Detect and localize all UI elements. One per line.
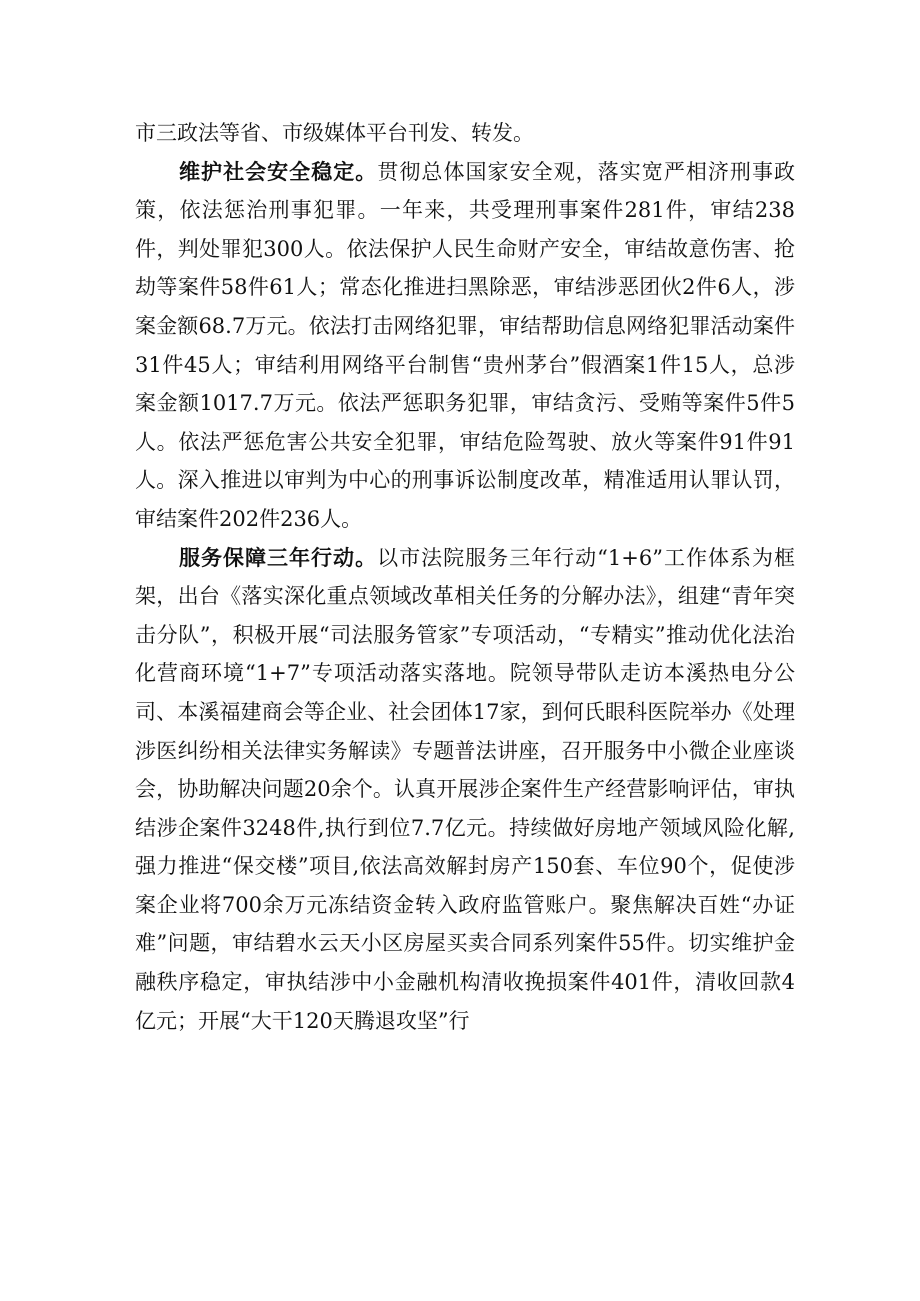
paragraph-text: 市三政法等省、市级媒体平台刊发、转发。 <box>135 121 534 145</box>
paragraph-continuation <box>135 114 795 153</box>
paragraph-heading: 维护社会安全稳定。 <box>179 159 378 184</box>
document-body <box>135 114 795 1040</box>
paragraph-text: 贯彻总体国家安全观，落实宽严相济刑事政策，依法惩治刑事犯罪。一年来，共受理刑事案件281件，审结238件，判处罪犯300人。依法保护人民生命财产安全，审结故意伤害、抢劫等案件58件61人；常态化推进扫黑除恶，审结涉恶团伙2件6人，涉案金额68.7万元。依法打击网络犯罪，审结帮助信息网络犯罪活动案件31件45人；审结利用网络平台制售“贵州茅台”假酒案1件15人，总涉案金额1017.7万元。依法严惩职务犯罪，审结贪污、受贿等案件5件5人。依法严惩危害公共安全犯罪，审结危险驾驶、放火等案件91件91人。深入推进以审判为中心的刑事诉讼制度改革，精准适用认罪认罚，审结案件202件236人。 <box>135 159 796 531</box>
paragraph-text: 以市法院服务三年行动“1+6”工作体系为框架，出台《落实深化重点领域改革相关任务的分解办法》，组建“青年突击分队”，积极开展“司法服务管家”专项活动，“专精实”推动优化法治化营商环境“1+7”专项活动落实落地。院领导带队走访本溪热电分公司、本溪福建商会等企业、社会团体17家，到何氏眼科医院举办《处理涉医纠纷相关法律实务解读》专题普法讲座，召开服务中小微企业座谈会，协助解决问题20余个。认真开展涉企案件生产经营影响评估，审执结涉企案件3248件,执行到位7.7亿元。持续做好房地产领域风险化解,强力推进“保交楼”项目,依法高效解封房产150套、车位90个，促使涉案企业将700余万元冻结资金转入政府监管账户。聚焦解决百姓“办证难”问题，审结碧水云天小区房屋买卖合同系列案件55件。切实维护金融秩序稳定，审执结涉中小金融机构清收挽损案件401件，清收回款4亿元；开展“大干120天腾退攻坚”行 <box>135 545 795 1033</box>
paragraph-heading: 服务保障三年行动。 <box>179 545 378 570</box>
paragraph-three-year-action <box>135 539 795 1041</box>
paragraph-social-stability <box>135 153 795 539</box>
